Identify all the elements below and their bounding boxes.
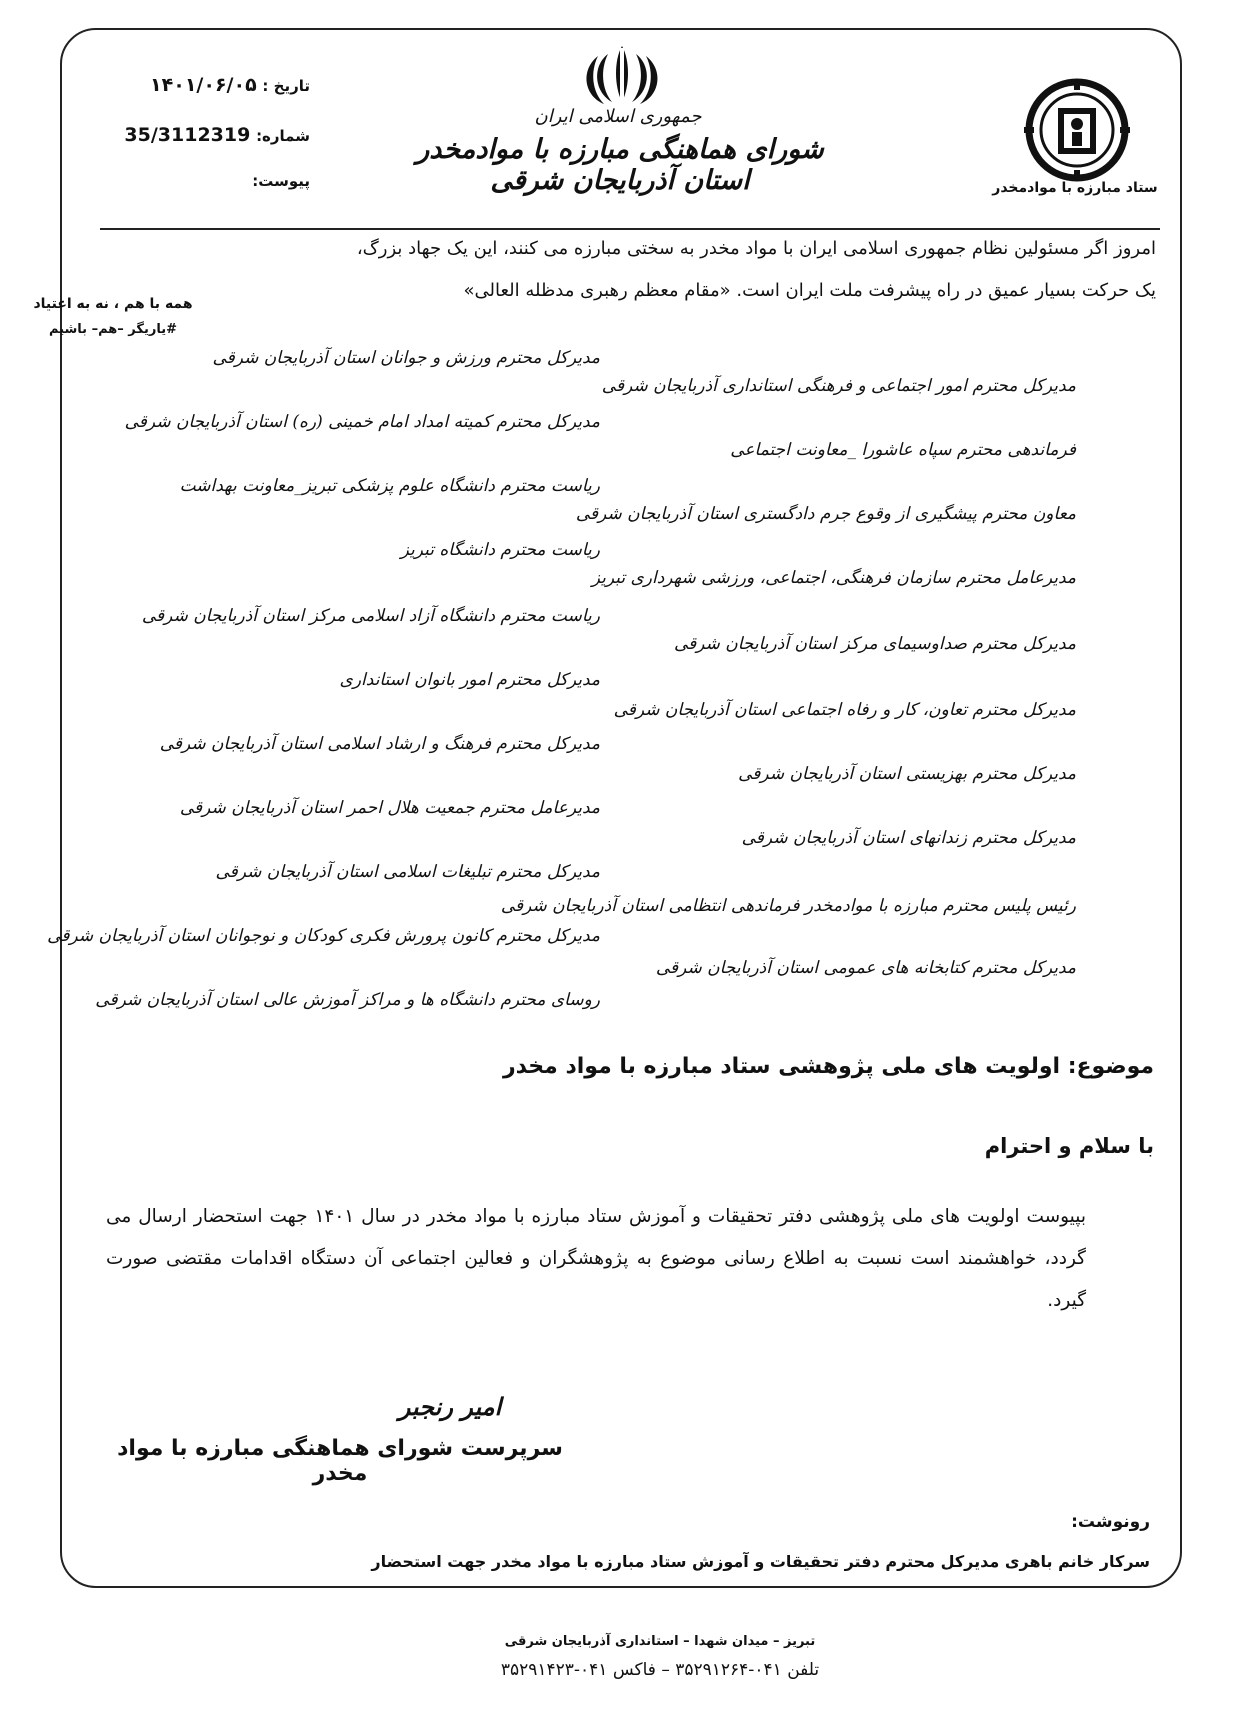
footer-phone-fax: تلفن ۰۴۱-۳۵۲۹۱۲۶۴ – فاکس ۰۴۱-۳۵۲۹۱۴۲۳ bbox=[500, 1660, 820, 1680]
slogan-line-2: #یاریگر –هم– باشیم bbox=[49, 322, 177, 337]
recipient-left: ریاست محترم دانشگاه آزاد اسلامی مرکز استان آذربایجان شرقی bbox=[141, 606, 600, 626]
footer-address: تبریز – میدان شهدا – استانداری آذربایجان شرقی bbox=[504, 1634, 816, 1649]
recipient-right: مدیرکل محترم امور اجتماعی و فرهنگی استانداری آذربایجان شرقی bbox=[601, 376, 1076, 396]
recipient-left: مدیرکل محترم فرهنگ و ارشاد اسلامی استان آذربایجان شرقی bbox=[159, 734, 600, 754]
date-field bbox=[50, 74, 310, 96]
recipient-left: مدیرکل محترم کمیته امداد امام خمینی (ره) استان آذربایجان شرقی bbox=[124, 412, 600, 432]
cc-label: رونوشت: bbox=[1071, 1512, 1150, 1532]
attachment-label: پیوست: bbox=[252, 172, 310, 190]
signer-name: امیر رنجبر bbox=[398, 1392, 502, 1421]
recipient-left: مدیرکل محترم کانون پرورش فکری کودکان و نوجوانان استان آذربایجان شرقی bbox=[47, 926, 600, 946]
recipient-left: مدیرکل محترم امور بانوان استانداری bbox=[339, 670, 600, 690]
header-divider bbox=[100, 228, 1160, 230]
recipient-left: ریاست محترم دانشگاه علوم پزشکی تبریز_معاونت بهداشت bbox=[179, 476, 600, 496]
recipient-right: معاون محترم پیشگیری از وقوع جرم دادگستری استان آذربایجان شرقی bbox=[575, 504, 1076, 524]
number-field bbox=[50, 124, 310, 146]
recipient-left: مدیرعامل محترم جمعیت هلال احمر استان آذربایجان شرقی bbox=[179, 798, 600, 818]
recipient-right: رئیس پلیس محترم مبارزه با موادمخدر فرماندهی انتظامی استان آذربایجان شرقی bbox=[500, 896, 1076, 916]
recipient-left: مدیرکل محترم تبلیغات اسلامی استان آذربایجان شرقی bbox=[215, 862, 600, 882]
council-name: شورای هماهنگی مبارزه با موادمخدر استان آذربایجان شرقی bbox=[416, 134, 824, 196]
greeting: با سلام و احترام bbox=[984, 1134, 1154, 1158]
number-value: 35/3112319 bbox=[124, 124, 251, 146]
number-label: شماره: bbox=[256, 127, 310, 145]
recipient-right: مدیرعامل محترم سازمان فرهنگی، اجتماعی، ورزشی شهرداری تبریز bbox=[591, 568, 1076, 588]
recipient-left: مدیرکل محترم ورزش و جوانان استان آذربایجان شرقی bbox=[212, 348, 600, 368]
date-value: ۱۴۰۱/۰۶/۰۵ bbox=[150, 74, 257, 96]
recipient-right: مدیرکل محترم کتابخانه های عمومی استان آذربایجان شرقی bbox=[655, 958, 1076, 978]
iran-emblem-icon bbox=[574, 42, 670, 108]
anti-narcotics-logo-icon bbox=[1022, 78, 1132, 182]
country-name: جمهوری اسلامی ایران bbox=[534, 106, 702, 127]
leader-quote-line-2: یک حرکت بسیار عمیق در راه پیشرفت ملت ایران است. «مقام معظم رهبری مدظله العالی» bbox=[463, 280, 1156, 301]
signer-title: سرپرست شورای هماهنگی مبارزه با مواد مخدر bbox=[117, 1436, 563, 1486]
recipient-right: مدیرکل محترم صداوسیمای مرکز استان آذربایجان شرقی bbox=[673, 634, 1076, 654]
date-label: تاریخ : bbox=[262, 77, 310, 95]
cc-recipient: سرکار خانم باهری مدیرکل محترم دفتر تحقیقات و آموزش ستاد مبارزه با مواد مخدر جهت استحضار bbox=[371, 1552, 1150, 1571]
recipient-right: مدیرکل محترم زندانهای استان آذربایجان شرقی bbox=[741, 828, 1076, 848]
recipient-left: ریاست محترم دانشگاه تبریز bbox=[400, 540, 600, 560]
slogan-line-1: همه با هم ، نه به اعتیاد bbox=[33, 296, 193, 312]
logo-caption: ستاد مبارزه با موادمخدر bbox=[992, 180, 1158, 196]
recipient-right: مدیرکل محترم بهزیستی استان آذربایجان شرقی bbox=[738, 764, 1076, 784]
recipient-right: فرماندهی محترم سپاه عاشورا _معاونت اجتماعی bbox=[730, 440, 1076, 460]
attachment-field bbox=[50, 170, 310, 191]
leader-quote-line-1: امروز اگر مسئولین نظام جمهوری اسلامی ایران با مواد مخدر به سختی مبارزه می کنند، این یک جهاد بزرگ، bbox=[356, 238, 1156, 259]
recipient-right: مدیرکل محترم تعاون، کار و رفاه اجتماعی استان آذربایجان شرقی bbox=[613, 700, 1076, 720]
subject-line: موضوع: اولویت های ملی پژوهشی ستاد مبارزه با مواد مخدر bbox=[502, 1054, 1154, 1079]
recipient-left: روسای محترم دانشگاه ها و مراکز آموزش عالی استان آذربایجان شرقی bbox=[95, 990, 600, 1010]
body-paragraph: بپیوست اولویت های ملی پژوهشی دفتر تحقیقات و آموزش ستاد مبارزه با مواد مخدر در سال ۱۴۰۱ جهت استحضار ارسال می گردد، خواهشمند است نسبت به اطلاع رسانی موضوع به پژوهشگران و فعالین اجتماعی آن دستگاه اقدامات مقتضی صورت گیرد. bbox=[106, 1206, 1086, 1311]
